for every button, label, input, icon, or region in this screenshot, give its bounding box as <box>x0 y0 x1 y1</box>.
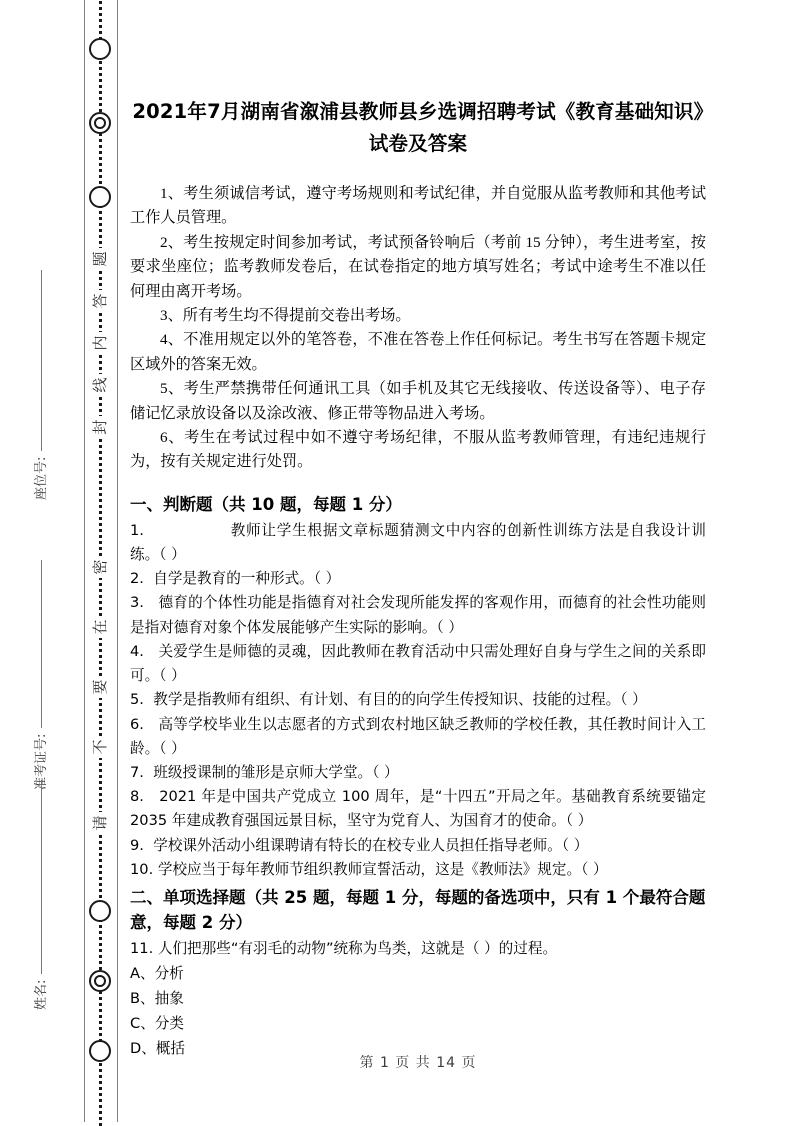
question-text: 班级授课制的雏形是京师大学堂。（ ） <box>153 763 399 781</box>
question-number: 6. <box>130 715 144 733</box>
question-text: 人们把那些“有羽毛的动物”统称为鸟类，这就是（ ）的过程。 <box>157 939 558 957</box>
question-number: 1. <box>130 521 144 539</box>
exam-instructions-list <box>130 182 706 475</box>
seal-ring-top-1 <box>89 38 111 60</box>
seal-ring-top-3 <box>89 186 111 208</box>
seal-char-6: 在 <box>89 616 111 638</box>
seal-char-0: 题 <box>89 248 111 270</box>
question-item <box>130 591 706 639</box>
question-item <box>130 858 706 882</box>
question-item <box>130 640 706 688</box>
seal-ring-top-2 <box>89 112 111 134</box>
page-footer: 第 1 页 共 14 页 <box>359 1055 477 1071</box>
question-number: 10. <box>130 860 154 878</box>
exam-paper-content <box>130 0 706 1122</box>
question-number: 3. <box>130 594 144 612</box>
seal-line-margin <box>0 0 120 1122</box>
seal-char-8: 不 <box>89 736 111 758</box>
question-item <box>130 567 706 591</box>
question-item <box>130 688 706 712</box>
option-item[interactable]: A、分析 <box>130 965 184 983</box>
seal-ring-bottom-1 <box>89 900 111 922</box>
seal-char-5: 密 <box>89 556 111 578</box>
seat-number-rule <box>41 270 42 451</box>
question-item <box>130 713 706 761</box>
question-number: 5. <box>130 691 144 709</box>
question-item <box>130 834 706 858</box>
question-number: 9. <box>130 836 144 854</box>
seal-char-3: 线 <box>89 374 111 396</box>
name-rule <box>41 780 42 974</box>
question-text: 学校应当于每年教师节组织教师宣誓活动，这是《教师法》规定。（ ） <box>157 860 608 878</box>
seal-char-9: 请 <box>89 812 111 834</box>
option-item[interactable]: B、抽象 <box>130 990 184 1008</box>
option-item[interactable]: C、分类 <box>130 1015 184 1033</box>
section-heading-single-choice: 二、单项选择题（共 25 题，每题 1 分，每题的备选项中，只有 1 个最符合题意，每题 2 分） <box>130 887 706 932</box>
instruction-item: 4、不准用规定以外的笔答卷，不准在答卷上作任何标记。考生书写在答题卡规定区域外的答案无效。 <box>130 331 706 373</box>
instruction-item: 5、考生严禁携带任何通讯工具（如手机及其它无线接收、传送设备等）、电子存储记忆录放设备以及涂改液、修正带等物品进入考场。 <box>130 380 706 422</box>
question-text: 教学是指教师有组织、有计划、有目的的向学生传授知识、技能的过程。（ ） <box>153 691 647 709</box>
seal-ring-bottom-2 <box>89 970 111 992</box>
question-text: 自学是教育的一种形式。（ ） <box>153 570 341 588</box>
instruction-item: 6、考生在考试过程中如不遵守考场纪律，不服从监考教师管理，有违纪违规行为，按有关规定进行处罚。 <box>130 429 706 471</box>
question-number: 7. <box>130 763 144 781</box>
question-number: 8. <box>130 788 144 806</box>
instruction-item: 2、考生按规定时间参加考试，考试预备铃响后（考前 15 分钟），考生进考室，按要求坐座位；监考教师发卷后，在试卷指定的地方填写姓名；考试中途考生不准以任何理由离开考场。 <box>130 233 706 300</box>
seal-channel-right-rule <box>117 0 118 1122</box>
question-number: 4. <box>130 642 144 660</box>
instruction-item: 1、考生须诚信考试，遵守考场规则和考试纪律，并自觉服从监考教师和其他考试工作人员管理。 <box>130 185 706 227</box>
question-text: 学校课外活动小组课聘请有特长的在校专业人员担任指导老师。（ ） <box>153 836 589 854</box>
question-item <box>130 519 706 567</box>
question-text: 关爱学生是师德的灵魂，因此教师在教育活动中只需处理好自身与学生之间的关系即可。（ ） <box>130 642 706 685</box>
question-item <box>130 761 706 785</box>
page-title: 2021年7月湖南省溆浦县教师县乡选调招聘考试《教育基础知识》试卷及答案 <box>132 100 704 155</box>
seat-number-label: 座位号: <box>34 456 49 500</box>
seat-number-field[interactable] <box>30 270 49 500</box>
question-text: 教师让学生根据文章标题猜测文中内容的创新性训练方法是自我设计训练。（ ） <box>130 521 706 564</box>
section-heading-true-false: 一、判断题（共 10 题，每题 1 分） <box>130 494 402 514</box>
seal-ring-bottom-3 <box>89 1040 111 1062</box>
admission-number-label: 准考证号: <box>34 733 49 790</box>
admission-number-rule <box>41 560 42 728</box>
seal-char-7: 要 <box>89 676 111 698</box>
seal-char-1: 答 <box>89 290 111 312</box>
name-field[interactable] <box>30 780 49 1010</box>
question-item <box>130 785 706 833</box>
admission-number-field[interactable] <box>30 560 49 790</box>
seal-channel-left-rule <box>84 0 85 1122</box>
option-item[interactable]: D、概括 <box>130 1040 186 1058</box>
seal-char-2: 内 <box>89 332 111 354</box>
question-text: 高等学校毕业生以志愿者的方式到农村地区缺乏教师的学校任教，其任教时间计入工龄。（ ） <box>130 715 706 757</box>
instruction-item: 3、所有考生均不得提前交卷出考场。 <box>160 307 411 325</box>
question-number: 2. <box>130 570 144 588</box>
seal-char-4: 封 <box>89 416 111 438</box>
question-text: 2021 年是中国共产党成立 100 周年，是“十四五”开局之年。基础教育系统要锚定 2035 年建成教育强国远景目标，坚守为党育人、为国育才的使命。（ ） <box>130 788 706 830</box>
question-item <box>130 937 706 961</box>
question-number: 11. <box>130 939 154 957</box>
question-text: 德育的个体性功能是指德育对社会发现所能发挥的客观作用，而德育的社会性功能则是指对德育对象个体发展能够产生实际的影响。（ ） <box>130 594 706 636</box>
name-label: 姓名: <box>34 979 49 1010</box>
